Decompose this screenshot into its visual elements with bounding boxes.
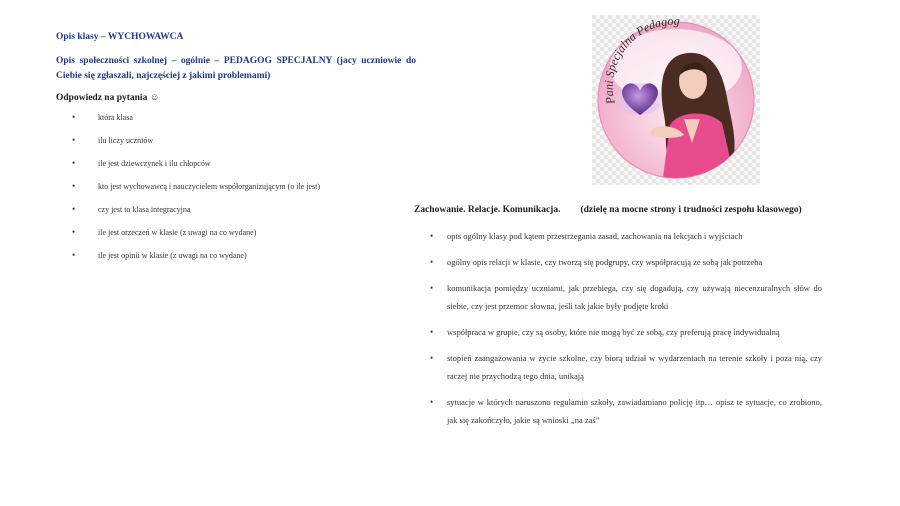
list-item: • ile jest opinii w klasie (z uwagi na co wydane) — [72, 251, 416, 260]
question-list — [56, 113, 416, 260]
list-item: • czy jest to klasa integracyjna — [72, 205, 416, 214]
answer-heading: Odpowiedz na pytania ☺ — [56, 93, 160, 103]
list-item: • ile jest dziewczynek i ilu chłopców — [72, 159, 416, 168]
list-item: • kto jest wychowawcą i nauczycielem współorganizującym (o ile jest) — [72, 182, 416, 191]
right-column — [414, 201, 822, 437]
logo-illustration — [592, 15, 760, 185]
list-item: • współpraca w grupie, czy są osoby, które nie mogą być ze sobą, czy preferują pracę indywidualną — [414, 323, 822, 341]
logo-script-text: Pani Specjalna Pedagog — [601, 15, 680, 106]
section-title: Opis klasy – WYCHOWAWCA — [56, 32, 184, 42]
list-item: • ogólny opis relacji w klasie, czy tworzą się podgrupy, czy współpracują ze sobą jak potrzeba — [414, 253, 822, 271]
left-column — [56, 32, 416, 274]
behavior-heading — [414, 201, 822, 219]
list-item: • opis ogólny klasy pod kątem przestrzegania zasad, zachowania na lekcjach i wyjściach — [414, 227, 822, 245]
behavior-heading-main: Zachowanie. Relacje. Komunikacja. — [414, 205, 561, 215]
behavior-heading-note: (dzielę na mocne strony i trudności zespołu klasowego) — [580, 205, 802, 215]
list-item: • ile jest orzeczeń w klasie (z uwagi na co wydane) — [72, 228, 416, 237]
list-item: • stopień zaangażowania w życie szkolne, czy biorą udział w wydarzeniach na terenie szkoły i poza nią, czy raczej nie przychodzą tego dnia, unikają — [414, 349, 822, 385]
list-item: • sytuacje w których naruszono regulamin szkoły, zawiadamiano policję itp… opisz te sytuacje, co zrobiono, jak się zakończyło, jakie są wnioski „na zaś” — [414, 393, 822, 429]
brand-logo — [592, 15, 760, 185]
list-item: • komunikacja pomiędzy uczniami, jak przebiega, czy się dogadują, czy używają niecenzuralnych słów do siebie, czy jest przemoc słowna, jeśli tak jakie były podjęte kroki — [414, 279, 822, 315]
section-subtitle: Opis społeczności szkolnej – ogólnie – PEDAGOG SPECJALNY (jacy uczniowie do Ciebie się zgłaszali, najczęściej z jakimi problemami) — [56, 56, 416, 81]
list-item: • ilu liczy uczniów — [72, 136, 416, 145]
list-item: • która klasa — [72, 113, 416, 122]
behavior-list — [414, 227, 822, 429]
